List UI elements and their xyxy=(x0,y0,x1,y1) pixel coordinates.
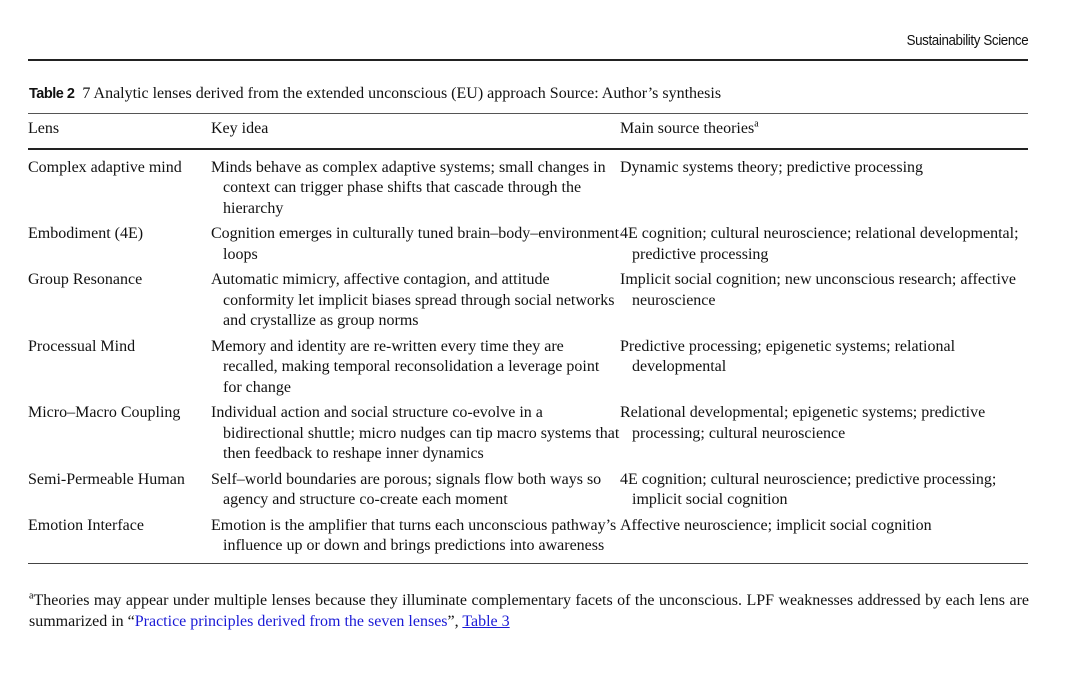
cell-key-idea-text: Self–world boundaries are porous; signals flow both ways so agency and structure co-create each moment xyxy=(211,470,602,508)
cell-sources-text: Relational developmental; epigenetic systems; predictive processing; cultural neuroscience xyxy=(620,404,986,442)
column-header-key-idea xyxy=(211,114,620,149)
cell-key-idea-text: Memory and identity are re-written every time they are recalled, making temporal reconsolidation a leverage point for change xyxy=(211,337,600,396)
table-row xyxy=(28,270,1028,337)
cell-key-idea xyxy=(211,149,620,225)
cell-sources xyxy=(620,149,1028,225)
table-row xyxy=(28,337,1028,404)
column-header-key-idea-label: Key idea xyxy=(211,120,269,137)
cell-key-idea xyxy=(211,337,620,404)
cell-key-idea xyxy=(211,470,620,516)
cell-key-idea-text: Automatic mimicry, affective contagion, and attitude conformity let implicit biases spread through social networks and crystallize as group norms xyxy=(211,271,615,329)
footnote-text: Theories may appear under multiple lenses because they illuminate complementary facets of the unconscious. LPF weaknesses addressed by each lens are summarized in “ xyxy=(29,592,1029,630)
cell-key-idea xyxy=(211,270,620,337)
cell-sources xyxy=(620,516,1028,564)
cell-sources-text: 4E cognition; cultural neuroscience; predictive processing; implicit social cognition xyxy=(620,470,997,508)
footnote-mark: a xyxy=(754,118,759,130)
column-header-lens-label: Lens xyxy=(28,120,60,137)
footnote-text-middle: ”, xyxy=(447,612,463,630)
table-row xyxy=(28,224,1028,270)
cell-sources-text: Predictive processing; epigenetic systems; relational developmental xyxy=(620,337,956,375)
section-link-practice-principles[interactable]: Practice principles derived from the seven lenses xyxy=(134,612,448,630)
cell-lens: Semi-Permeable Human xyxy=(28,470,185,488)
cell-lens: Micro–Macro Coupling xyxy=(28,404,181,421)
header-rule xyxy=(28,59,1028,61)
column-header-sources xyxy=(620,114,1028,149)
table-row xyxy=(28,149,1028,225)
cell-sources-text: 4E cognition; cultural neuroscience; relational developmental; predictive processing xyxy=(620,225,1019,263)
cell-key-idea-text: Emotion is the amplifier that turns each unconscious pathway’s influence up or down and brings predictions into awareness xyxy=(211,516,617,554)
column-header-sources-label: Main source theories xyxy=(620,120,755,137)
cell-sources xyxy=(620,403,1028,470)
cell-sources-text: Implicit social cognition; new unconscious research; affective neuroscience xyxy=(620,271,1017,309)
footnote-mark: a xyxy=(29,590,34,602)
table-caption-label: Table 2 xyxy=(29,86,75,102)
cell-lens: Emotion Interface xyxy=(28,516,144,534)
cell-key-idea xyxy=(211,403,620,470)
lenses-table xyxy=(28,113,1028,564)
cell-sources xyxy=(620,270,1028,337)
column-header-lens xyxy=(28,114,211,149)
cell-key-idea xyxy=(211,516,620,564)
cell-sources xyxy=(620,337,1028,404)
table-row xyxy=(28,403,1028,470)
table-footnote xyxy=(29,591,1029,632)
table-caption xyxy=(29,85,721,103)
cell-key-idea-text: Minds behave as complex adaptive systems; small changes in context can trigger phase shifts that cascade through the hierarchy xyxy=(211,158,606,217)
cell-key-idea xyxy=(211,224,620,270)
cell-sources-text: Dynamic systems theory; predictive processing xyxy=(620,158,924,176)
cell-lens: Processual Mind xyxy=(28,337,136,355)
table-row xyxy=(28,516,1028,564)
cell-sources xyxy=(620,470,1028,516)
cell-sources-text: Affective neuroscience; implicit social cognition xyxy=(620,516,932,534)
cell-lens: Group Resonance xyxy=(28,271,143,288)
cell-lens: Embodiment (4E) xyxy=(28,225,144,242)
journal-name: Sustainability Science xyxy=(906,33,1028,49)
table-caption-text: 7 Analytic lenses derived from the extended unconscious (EU) approach Source: Author’s synthesis xyxy=(82,85,722,102)
table-row xyxy=(28,470,1028,516)
table-header-row xyxy=(28,114,1028,149)
table-3-link[interactable]: Table 3 xyxy=(462,612,510,630)
cell-key-idea-text: Individual action and social structure co-evolve in a bidirectional shuttle; micro nudges can tip macro systems that then feedback to reshape inner dynamics xyxy=(211,404,620,462)
lenses-table-container xyxy=(28,113,1028,564)
cell-key-idea-text: Cognition emerges in culturally tuned brain–body–environment loops xyxy=(211,225,620,263)
cell-lens: Complex adaptive mind xyxy=(28,158,182,176)
cell-sources xyxy=(620,224,1028,270)
